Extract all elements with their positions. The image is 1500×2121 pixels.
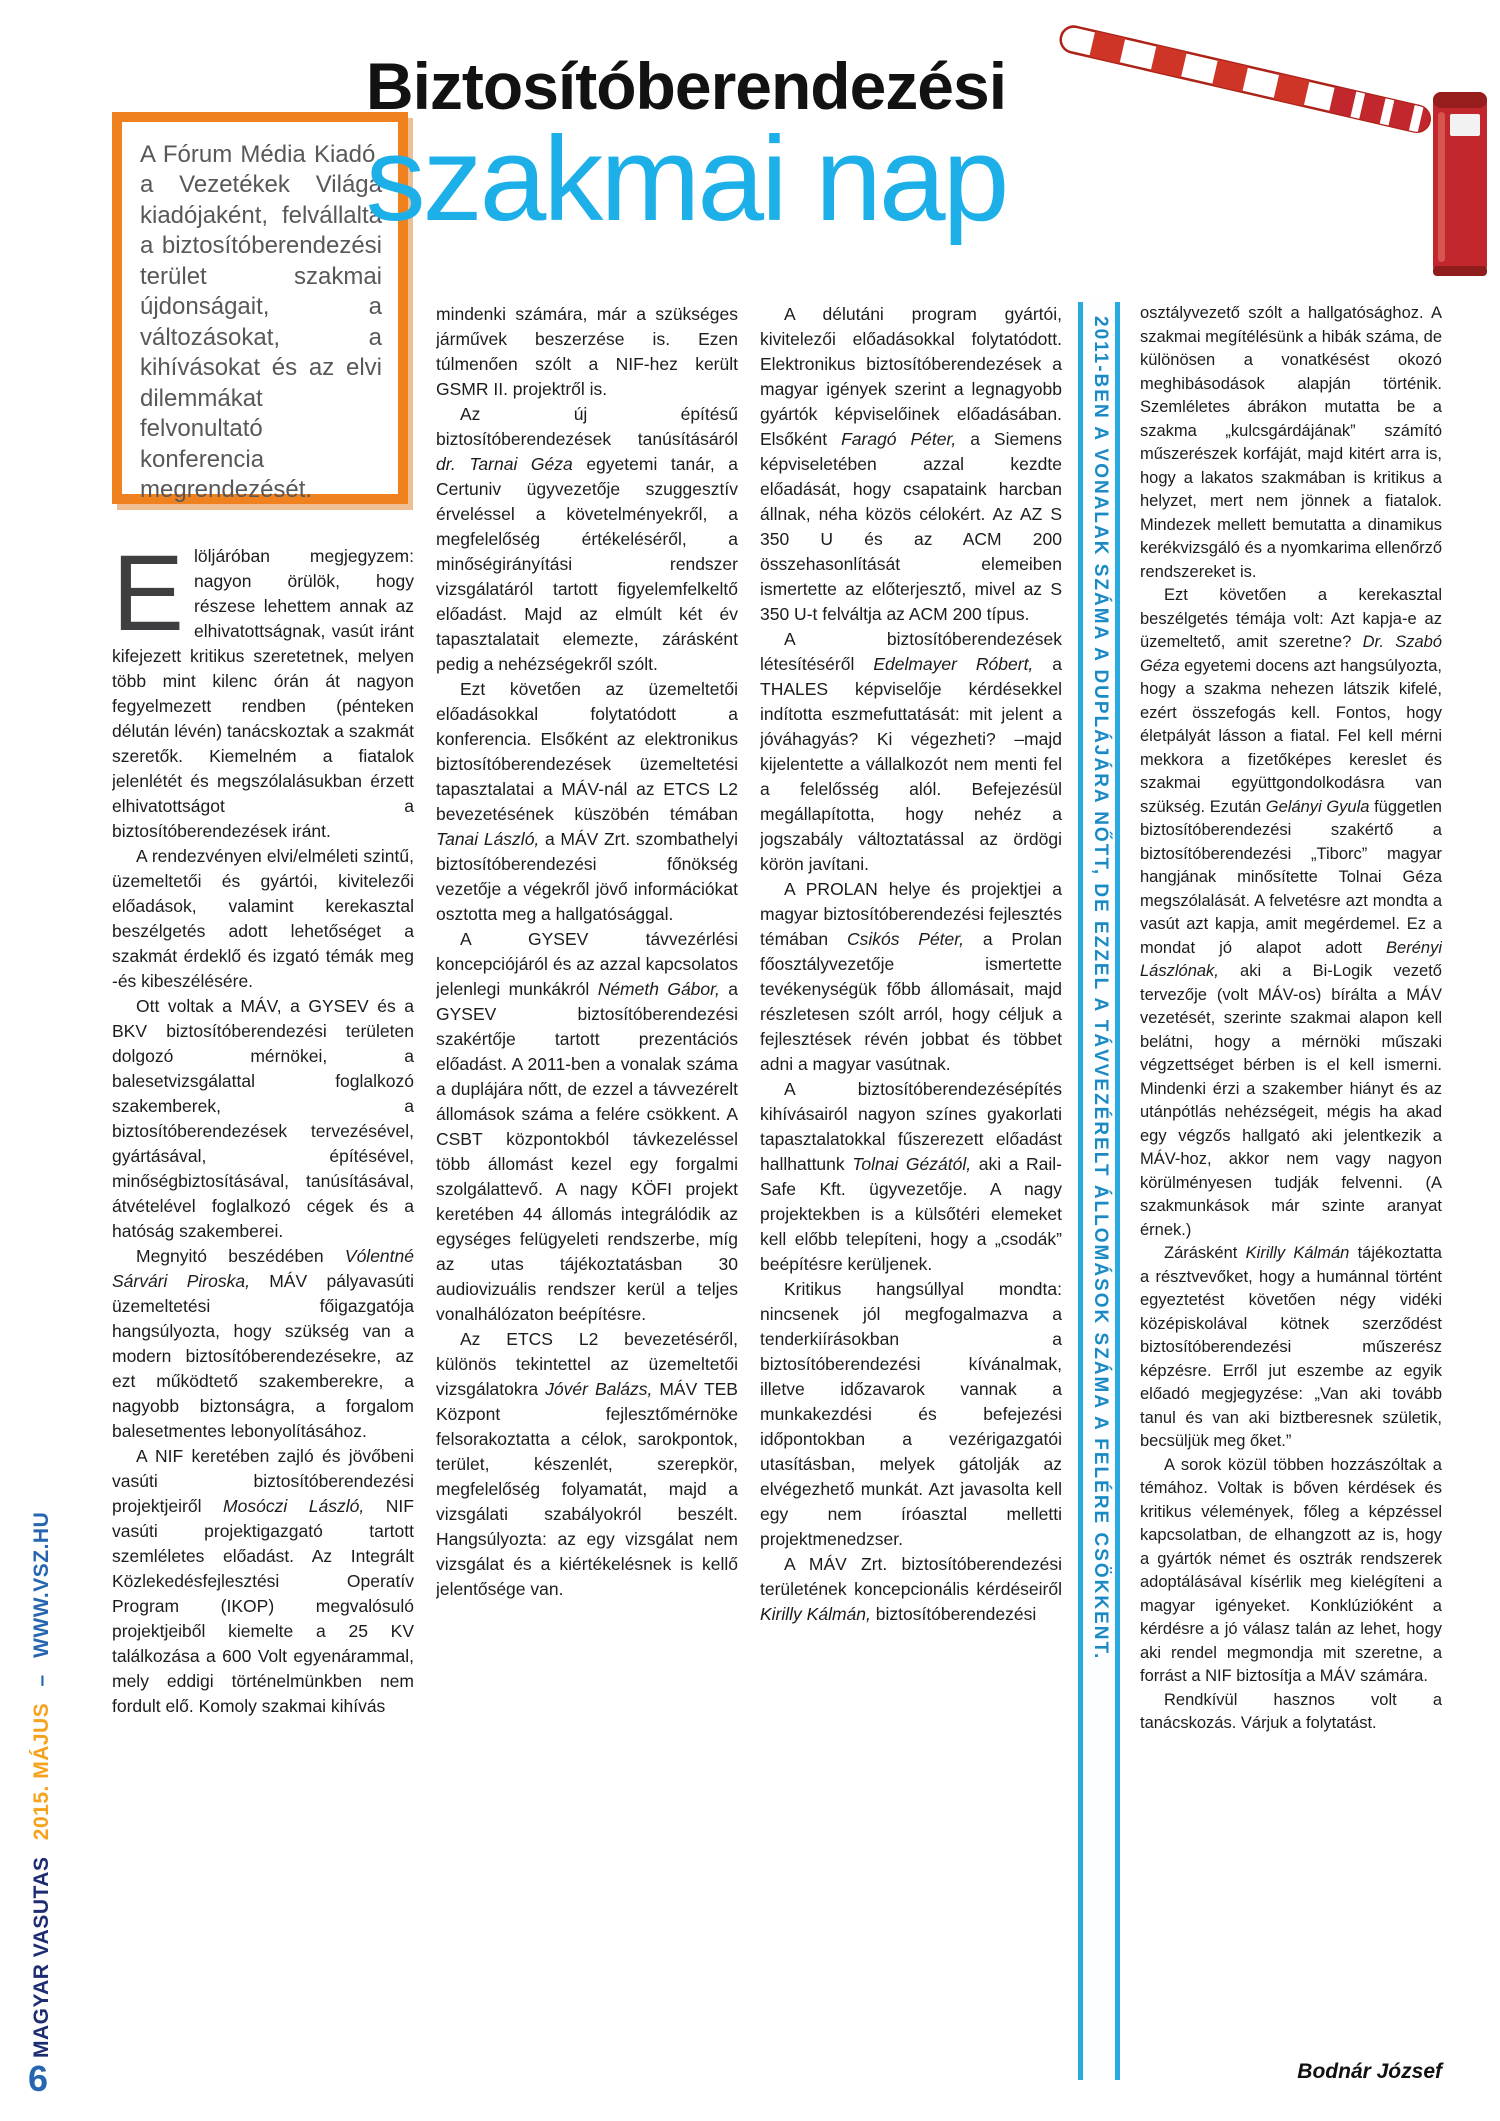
article-column-3 [760,302,1062,2080]
article-paragraph: A rendezvényen elvi/elméleti szintű, üzemeltetői és gyártói, kivitelezői előadások, valamint kerekasztal beszélgetés adott lehetőséget a szakmát érdeklő és izgató témák meg -és kibeszélésére. [112,846,414,991]
magazine-website: WWW.VSZ.HU [30,1511,53,1658]
article-paragraph: Ezt követően az üzemeltetői előadásokkal folytatódott a konferencia. Elsőként az elektronikus biztosítóberendezések üzemeltetési tapasztalatai a MÁV-nál az ETCS L2 bevezetésének küszöbén témában Tanai László, a MÁV Zrt. szombathelyi biztosítóberendezési főnökség vezetője a végekről jövő információkat osztotta meg a hallgatósággal. [436,679,738,924]
author-byline: Bodnár József [1297,2060,1442,2083]
article-paragraph: A sorok közül többen hozzászóltak a témához. Voltak is bőven kérdések és kritikus vélemények, főleg a képzéssel kapcsolatban, de elhangzott az is, hogy a gyártók német és osztrák rendszerek adoptálásával kísérlik meg kielégíteni a magyar igényeket. Konklúzióként a kérdésre a jó válasz talán az lehet, hogy aki rendel megmondja mit szeretne, a forrást a NIF biztosítja a MÁV számára. [1140,1455,1442,1685]
separator-dash: – [30,1674,53,1687]
railway-barrier-illustration [1058,4,1500,300]
article-paragraph: Az ETCS L2 bevezetéséről, különös tekintettel az üzemeltetői vizsgálatokra Jóvér Balázs, MÁV TEB Központ fejlesztőmérnöke felsorakoztatta a célok, sarokpontok, terület, készenlét, szerepkör, megfelelőség folyamatát, majd a vizsgálati szabályokról beszélt. Hangsúlyozta: az egy vizsgálat nem vizsgálat és a kiértékelésnek is kellő jelentősége van. [436,1329,738,1599]
article-paragraph: Ezt követően a kerekasztal beszélgetés témája volt: Azt kapja-e az üzemeltető, amit szeretne? Dr. Szabó Géza egyetemi docens azt hangsúlyozta, hogy a szakma nehezen látszik kifelé, ezért összefogás kell. Fontos, hogy életpályát lásson a fiatal. Fel kell mérni mekkora a fizetőképes kereslet és szakmai együttgondolkodásra van szükség. Ezután Gelányi Gyula független biztosítóberendezési szakértő a biztosítóberendezési „Tiborc” magyar hangjának minősítette Tolnai Géza megszólalását. A felvetésre azt mondta a vasút azt kapja, amit megérdemel. Ez a mondat jó alapot adott Berényi Lászlónak, aki a Bi-Logik vezető tervezője (volt MÁV-os) bírálta a MÁV vezetését, szerinte szakmai alapon kell belátni, hogy a mérnöki műszaki végzettséget bérben is el kell ismerni. Mindenki érzi a szakember hiányt és az utánpótlás nehézségeit, mégis ha akad egy végzős hallgató aki jelentkezik a MÁV-hoz, akkor nem vagy nagyon körülményesen tudják felvenni. (A szakmunkások már szinte aranyat érnek.) [1140,586,1442,1239]
article-paragraph: Ott voltak a MÁV, a GYSEV és a BKV biztosítóberendezési területen dolgozó mérnökei, a balesetvizsgálattal foglalkozó szakemberek, a biztosítóberendezések tervezésével, gyártásával, építésével, minőségbiztosításával, tanúsításával, átvételével foglalkozó cégek és a hatóság szakemberei. [112,996,414,1241]
magazine-name: MAGYAR VASUTAS [30,1856,53,2058]
article-paragraph: mindenki számára, már a szükséges járművek beszerzése is. Ezen túlmenően szólt a NIF-hez került GSMR II. projektről is. [436,304,738,399]
article-paragraph: A GYSEV távvezérlési koncepciójáról és az azzal kapcsolatos jelenlegi munkákról Németh Gábor, a GYSEV biztosítóberendezési szakértője tartott prezentációs előadást. A 2011-ben a vonalak száma a duplájára nőtt, de ezzel a távvezérelt állomások száma a felére csökkent. A CSBT központokból távkezeléssel több állomást kezel egy forgalmi szolgálattevő. A nagy KÖFI projekt keretében 44 állomás integrálódik az egységes felügyeleti rendszerbe, míg az utas tájékoztatásban 30 audiovizuális rendszer kerül a teljes vonalhálózaton beépítésre. [436,929,738,1324]
barrier-post [1433,92,1487,276]
article-paragraph: Az új építésű biztosítóberendezések tanúsításáról dr. Tarnai Géza egyetemi tanár, a Certuniv ügyvezetője szuggesztív érveléssel a követelményekről, a megfelelőség értékeléséről, a minőségirányítási rendszer vizsgálatáról tartott figyelemfelkeltő előadást. Majd az elmúlt két év tapasztalatait elemezte, zárásként pedig a nehézségekről szólt. [436,404,738,674]
page-number: 6 [28,2058,49,2099]
intro-text: A Fórum Média Kiadó, a Vezetékek Világa kiadójaként, felvállalta a biztosítóberendezési terület szakmai újdonságait, a változásokat, a kihívásokat és az elvi dilemmákat felvonultató konferencia megrendezését. [140,141,382,504]
article-paragraph: A biztosítóberendezésépítés kihívásairól nagyon színes gyakorlati tapasztalatokkal fűszerezett előadást hallhattunk Tolnai Gézától, aki a Rail-Safe Kft. ügyvezetője. A nagy projektekben is a külsőtéri elemeket kell előbb telepíteni, hogy a „csodák” beépítésre kerüljenek. [760,1079,1062,1274]
article-paragraph: Kritikus hangsúllyal mondta: nincsenek jól megfogalmazva a tenderkiírásokban a biztosítóberendezési kívánalmak, illetve időzavarok vannak a munkakezdési és befejezési időpontokban a vezérigazgatói utasításban, melyek gátolják az elvégezhető munkát. Azt javasolta kell egy nem íróasztal melletti projektmenedzser. [760,1279,1062,1549]
article-paragraph: A PROLAN helye és projektjei a magyar biztosítóberendezési fejlesztés témában Csikós Péter, a Prolan főosztályvezetője ismertette tevékenységük főbb állomásait, majd részletesen szólt arról, hogy céljuk a fejlesztések révén jobbat és többet adni a magyar vasútnak. [760,879,1062,1074]
article-paragraph: Elöljáróban megjegyzem: nagyon örülök, hogy részese lehettem annak az elhivatottságnak, vasút iránt kifejezett kritikus szeretetnek, melyen több mint kilenc órán át nagyon fegyelmezett rendben (pénteken délután lévén) tanácskoztak a szakmát szeretők. Kiemelném a fiatalok jelenlétét és megszólalásukban érzett elhivatottságot a biztosítóberendezések iránt. [112,544,414,841]
article-column-1 [112,544,414,2080]
title-line-2: szakmai nap [365,112,1007,247]
article-paragraph: Zárásként Kirilly Kálmán tájékoztatta a résztvevőket, hogy a humánnal történt egyeztetést követően négy vidéki középiskolával kötnek szerződést biztosítóberendezési műszerész képzésre. Erről jut eszembe az egyik előadó megjegyzése: „Van aki tovább tanul és van aki biztberesnek születik, becsüljük meg őket.” [1140,1244,1442,1450]
magazine-issue: 2015. MÁJUS [30,1702,53,1841]
article-title [300,49,1072,247]
article-paragraph: A NIF keretében zajló és jövőbeni vasúti biztosítóberendezési projektjeiről Mosóczi László, NIF vasúti projektigazgató tartott szemléletes előadást. Az Integrált Közlekedésfejlesztési Operatív Program (IKOP) megvalósuló projektjeiből kiemelte a 25 KV találkozása a 600 Volt egyenárammal, mely eddigi történelmünkben nem fordult elő. Komoly szakmai kihívás [112,1446,414,1716]
article-paragraph: A délutáni program gyártói, kivitelezői előadásokkal folytatódott. Elektronikus biztosítóberendezések a magyar igények szerint a legnagyobb gyártók képviselőinek előadásában. Elsőként Faragó Péter, a Siemens képviseletében azzal kezdte előadását, hogy csapataink harcban állnak, néha közös célokért. Az AZ S 350 U és az ACM 200 összehasonlítását elemeiben ismertette az előterjesztő, mivel az S 350 U-t felváltja az ACM 200 típus. [760,304,1062,624]
vertical-pull-quote: 2011-BEN A VONALAK SZÁMA A DUPLÁJÁRA NŐTT, DE EZZEL A TÁVVEZÉRELT ÁLLOMÁSOK SZÁMA A FELÉRE CSÖKKENT. [1078,302,1120,2080]
article-paragraph: Megnyitó beszédében Vólentné Sárvári Piroska, MÁV pályavasúti üzemeltetési főigazgatója hangsúlyozta, hogy szükség van a modern biztosítóberendezésekre, az ezt működtető szakemberekre, a nagyobb biztonságra, a forgalom balesetmentes lebonyolításához. [112,1246,414,1441]
article-paragraph: A MÁV Zrt. biztosítóberendezési területének koncepcionális kérdéseiről Kirilly Kálmán, biztosítóberendezési [760,1554,1062,1624]
article-paragraph: osztályvezető szólt a hallgatósághoz. A szakmai megítélésünk a hibák száma, de különösen a vonatkésést okozó meghibásodások alapján történik. Szemléletes ábrákon mutatta be a szakma „kulcsgárdájának” számító műszerészek korfáját, majd kitért arra is, hogy a lakatos szakmában is kritikus a helyzet, mert nem jönnek a fiatalok. Mindezek mellett bemutatta a dinamikus kerékvizsgáló és a nyomkarima ellenőrző rendszereket is. [1140,304,1442,581]
magazine-edge-info [30,1483,54,2058]
barrier-arm [1058,24,1432,134]
article-paragraph: A biztosítóberendezések létesítéséről Edelmayer Róbert, a THALES képviselője kérdésekkel indította eszmefuttatását: mit jelent a jóváhagyás? Ki végezheti? –majd kijelentette a vállalkozót nem menti fel a felelősség alól. Befejezésül megállapította, hogy nehéz a jogszabály változtatással az ördögi körön javítani. [760,629,1062,874]
article-column-2 [436,302,738,2080]
title-line-1: Biztosítóberendezési [365,49,1007,123]
article-paragraph: Rendkívül hasznos volt a tanácskozás. Várjuk a folytatást. [1140,1690,1442,1732]
barrier-graphic [1058,4,1500,300]
article-column-4 [1140,302,1442,2054]
